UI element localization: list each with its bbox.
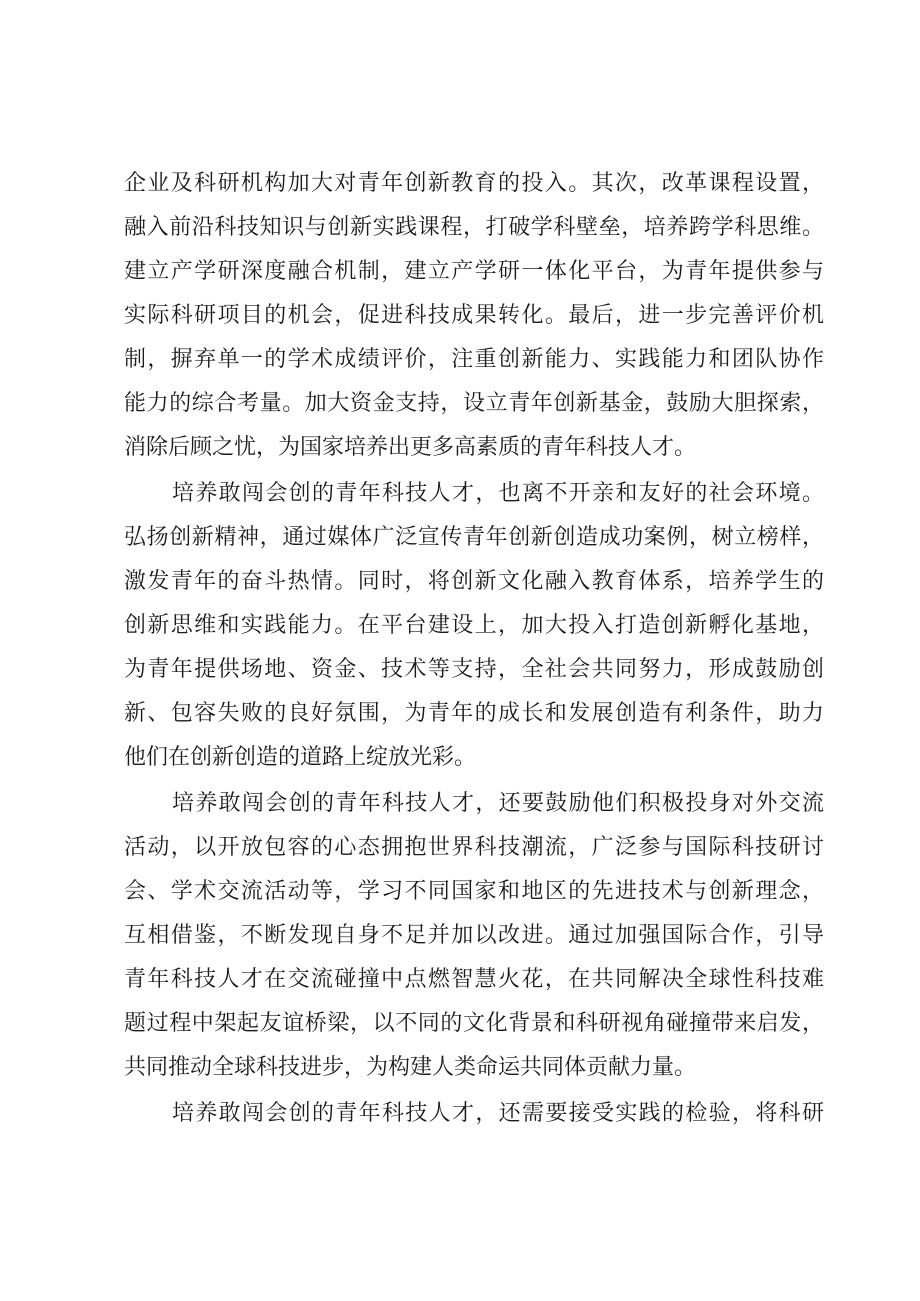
- text-line: 培养敢闯会创的青年科技人才，也离不开亲和友好的社会环境。: [172, 481, 824, 506]
- text-line: 建立产学研深度融合机制，建立产学研一体化平台，为青年提供参与: [124, 259, 824, 284]
- text-line: 他们在创新创造的道路上绽放光彩。: [124, 745, 477, 770]
- paragraph: [124, 782, 824, 1090]
- paragraph: [124, 162, 824, 470]
- document-body: [124, 162, 824, 1136]
- text-line: 弘扬创新精神，通过媒体广泛宣传青年创新创造成功案例，树立榜样，: [124, 525, 824, 550]
- text-line: 激发青年的奋斗热情。同时，将创新文化融入教育体系，培养学生的: [124, 569, 824, 594]
- text-line: 互相借鉴，不断发现自身不足并加以改进。通过加强国际合作，引导: [124, 923, 824, 948]
- text-line: 活动，以开放包容的心态拥抱世界科技潮流，广泛参与国际科技研讨: [124, 835, 824, 860]
- text-line: 融入前沿科技知识与创新实践课程，打破学科壁垒，培养跨学科思维。: [124, 215, 824, 240]
- text-line: 为青年提供场地、资金、技术等支持，全社会共同努力，形成鼓励创: [124, 657, 824, 682]
- text-line: 青年科技人才在交流碰撞中点燃智慧火花，在共同解决全球性科技难: [124, 967, 824, 992]
- text-line: 共同推动全球科技进步，为构建人类命运共同体贡献力量。: [124, 1055, 697, 1080]
- paragraph: [124, 472, 824, 780]
- text-line: 制，摒弃单一的学术成绩评价，注重创新能力、实践能力和团队协作: [124, 347, 824, 372]
- text-line: 能力的综合考量。加大资金支持，设立青年创新基金，鼓励大胆探索，: [124, 391, 824, 416]
- text-line: 题过程中架起友谊桥梁，以不同的文化背景和科研视角碰撞带来启发，: [124, 1011, 824, 1036]
- text-line: 培养敢闯会创的青年科技人才，还需要接受实践的检验，将科研: [172, 1101, 824, 1126]
- text-line: 培养敢闯会创的青年科技人才，还要鼓励他们积极投身对外交流: [172, 791, 824, 816]
- text-line: 会、学术交流活动等，学习不同国家和地区的先进技术与创新理念，: [124, 879, 824, 904]
- text-line: 新、包容失败的良好氛围，为青年的成长和发展创造有利条件，助力: [124, 701, 824, 726]
- text-line: 消除后顾之忧，为国家培养出更多高素质的青年科技人才。: [124, 435, 697, 460]
- text-line: 实际科研项目的机会，促进科技成果转化。最后，进一步完善评价机: [124, 303, 824, 328]
- text-line: 企业及科研机构加大对青年创新教育的投入。其次，改革课程设置，: [124, 171, 824, 196]
- text-line: 创新思维和实践能力。在平台建设上，加大投入打造创新孵化基地，: [124, 613, 824, 638]
- paragraph: [124, 1092, 824, 1136]
